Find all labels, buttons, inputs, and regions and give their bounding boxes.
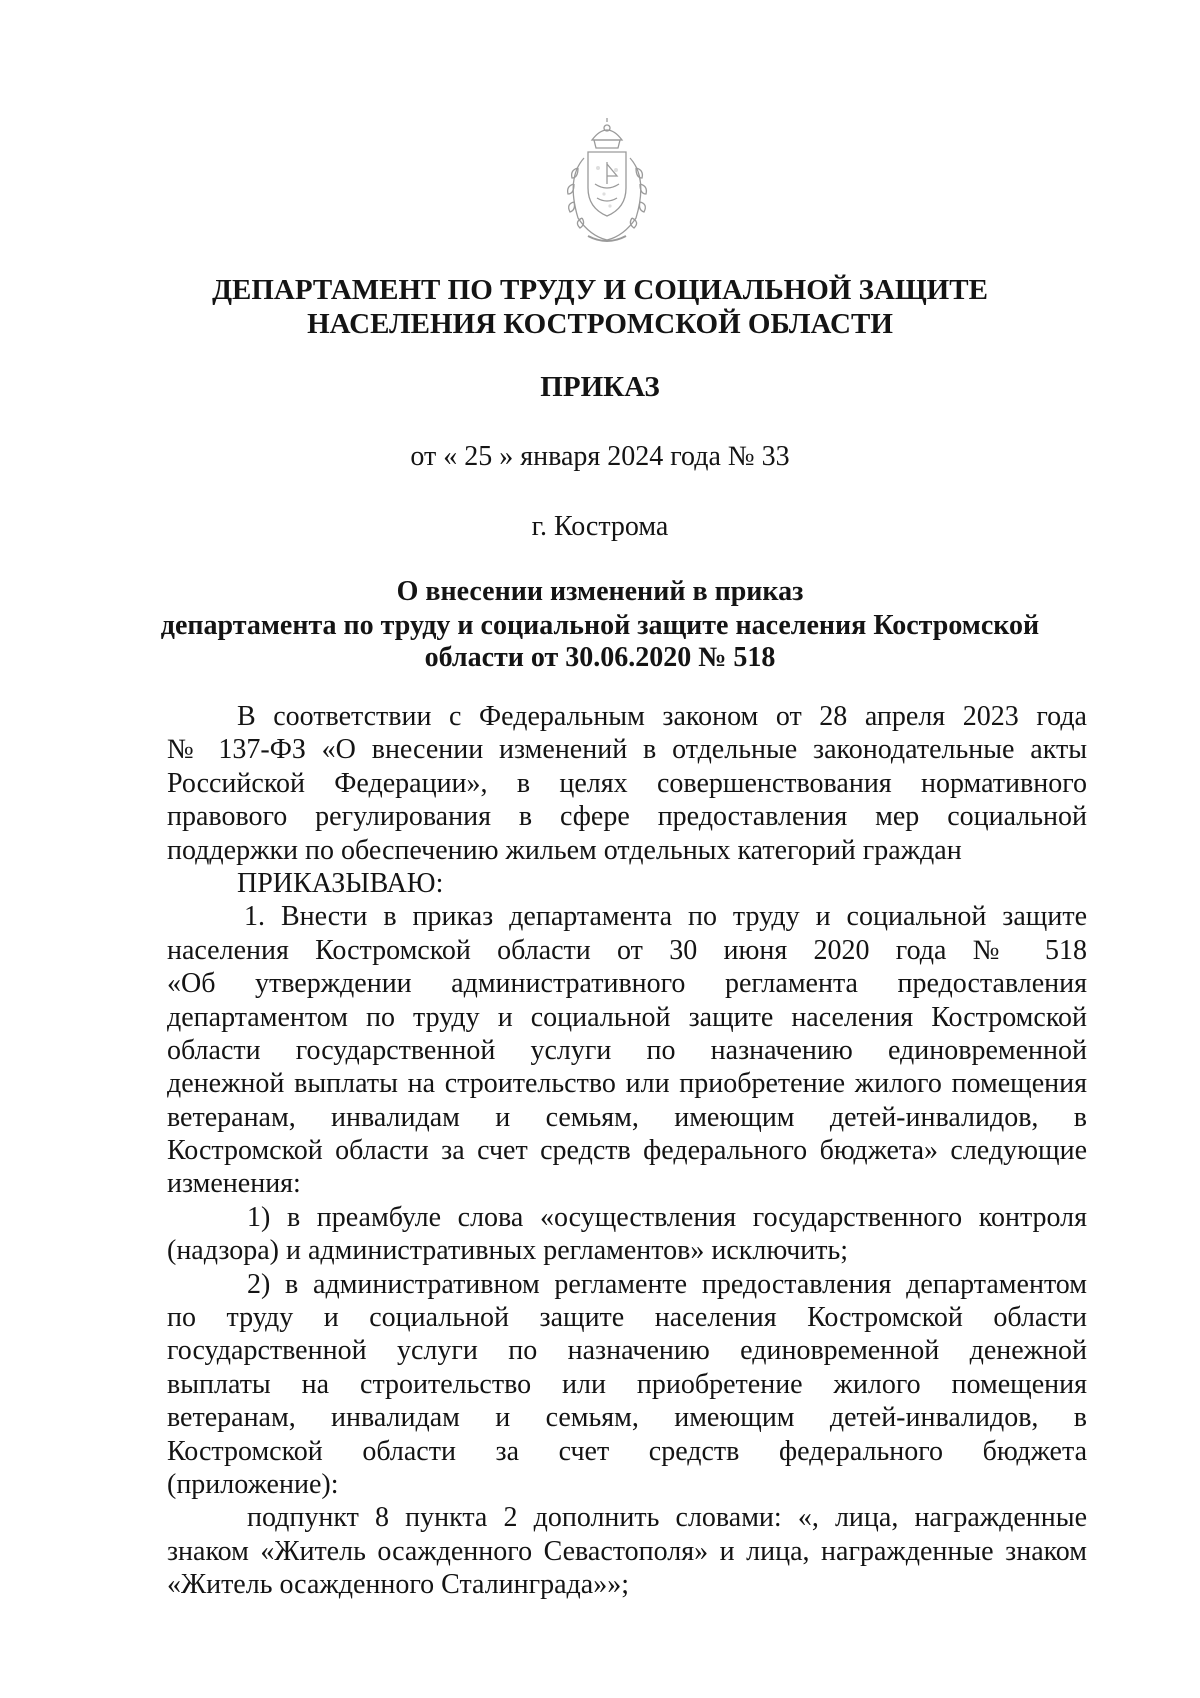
body-line: «Житель осажденного Сталинграда»»; bbox=[167, 1569, 630, 1601]
body-line: 2) в административном регламенте предоставления департаментом bbox=[247, 1268, 1087, 1300]
body-line: населения Костромской области от 30 июня 2020 года № 518 bbox=[167, 934, 1087, 966]
body-line: (приложение): bbox=[167, 1468, 339, 1500]
body-line: В соответствии с Федеральным законом от 28 апреля 2023 года bbox=[237, 701, 1087, 732]
body-line: (надзора) и административных регламентов» исключить; bbox=[167, 1235, 849, 1267]
department-name-line-1: ДЕПАРТАМЕНТ ПО ТРУДУ И СОЦИАЛЬНОЙ ЗАЩИТЕ bbox=[212, 274, 988, 306]
body-line: области государственной услуги по назначению единовременной bbox=[167, 1034, 1087, 1066]
body-line: денежной выплаты на строительство или приобретение жилого помещения bbox=[167, 1068, 1087, 1100]
body-line: 1) в преамбуле слова «осуществления государственного контроля bbox=[247, 1201, 1087, 1233]
body-line: Костромской области за счет средств федерального бюджета bbox=[167, 1435, 1087, 1467]
body-line: Российской Федерации», в целях совершенствования нормативного bbox=[167, 767, 1087, 799]
body-line: изменения: bbox=[167, 1168, 301, 1200]
body-line: выплаты на строительство или приобретение жилого помещения bbox=[167, 1368, 1087, 1400]
body-line: Костромской области за счет средств федерального бюджета» следующие bbox=[167, 1135, 1087, 1167]
body-line: ветеранам, инвалидам и семьям, имеющим детей-инвалидов, в bbox=[167, 1402, 1087, 1434]
order-body bbox=[167, 700, 1087, 1602]
body-line: правового регулирования в сфере предоставления мер социальной bbox=[167, 801, 1087, 833]
order-directive-word: ПРИКАЗЫВАЮ: bbox=[237, 867, 444, 899]
order-city: г. Кострома bbox=[531, 511, 669, 542]
body-line: «Об утверждении административного регламента предоставления bbox=[167, 968, 1087, 1000]
body-line: департаментом по труду и социальной защите населения Костромской bbox=[167, 1001, 1087, 1033]
body-line: государственной услуги по назначению единовременной денежной bbox=[167, 1335, 1087, 1367]
order-date-number: от « 25 » января 2024 года № 33 bbox=[410, 441, 790, 472]
body-line: подпункт 8 пункта 2 дополнить словами: «, лица, награжденные bbox=[247, 1502, 1087, 1534]
subject-line-3: области от 30.06.2020 № 518 bbox=[424, 642, 776, 673]
department-name-line-2: НАСЕЛЕНИЯ КОСТРОМСКОЙ ОБЛАСТИ bbox=[307, 308, 893, 340]
body-line: ветеранам, инвалидам и семьям, имеющим детей-инвалидов, в bbox=[167, 1101, 1087, 1133]
body-line: знаком «Житель осажденного Севастополя» и лица, награжденные знаком bbox=[167, 1535, 1087, 1567]
coat-of-arms-icon bbox=[548, 118, 666, 248]
body-line: по труду и социальной защите населения Костромской области bbox=[167, 1302, 1087, 1334]
body-line: № 137-ФЗ «О внесении изменений в отдельные законодательные акты bbox=[167, 734, 1087, 766]
body-line: 1. Внести в приказ департамента по труду и социальной защите bbox=[244, 901, 1087, 933]
document-type-heading: ПРИКАЗ bbox=[540, 371, 660, 403]
subject-line-1: О внесении изменений в приказ bbox=[396, 576, 804, 607]
subject-line-2: департамента по труду и социальной защите населения Костромской bbox=[160, 610, 1040, 641]
body-line: поддержки по обеспечению жильем отдельных категорий граждан bbox=[167, 834, 962, 866]
